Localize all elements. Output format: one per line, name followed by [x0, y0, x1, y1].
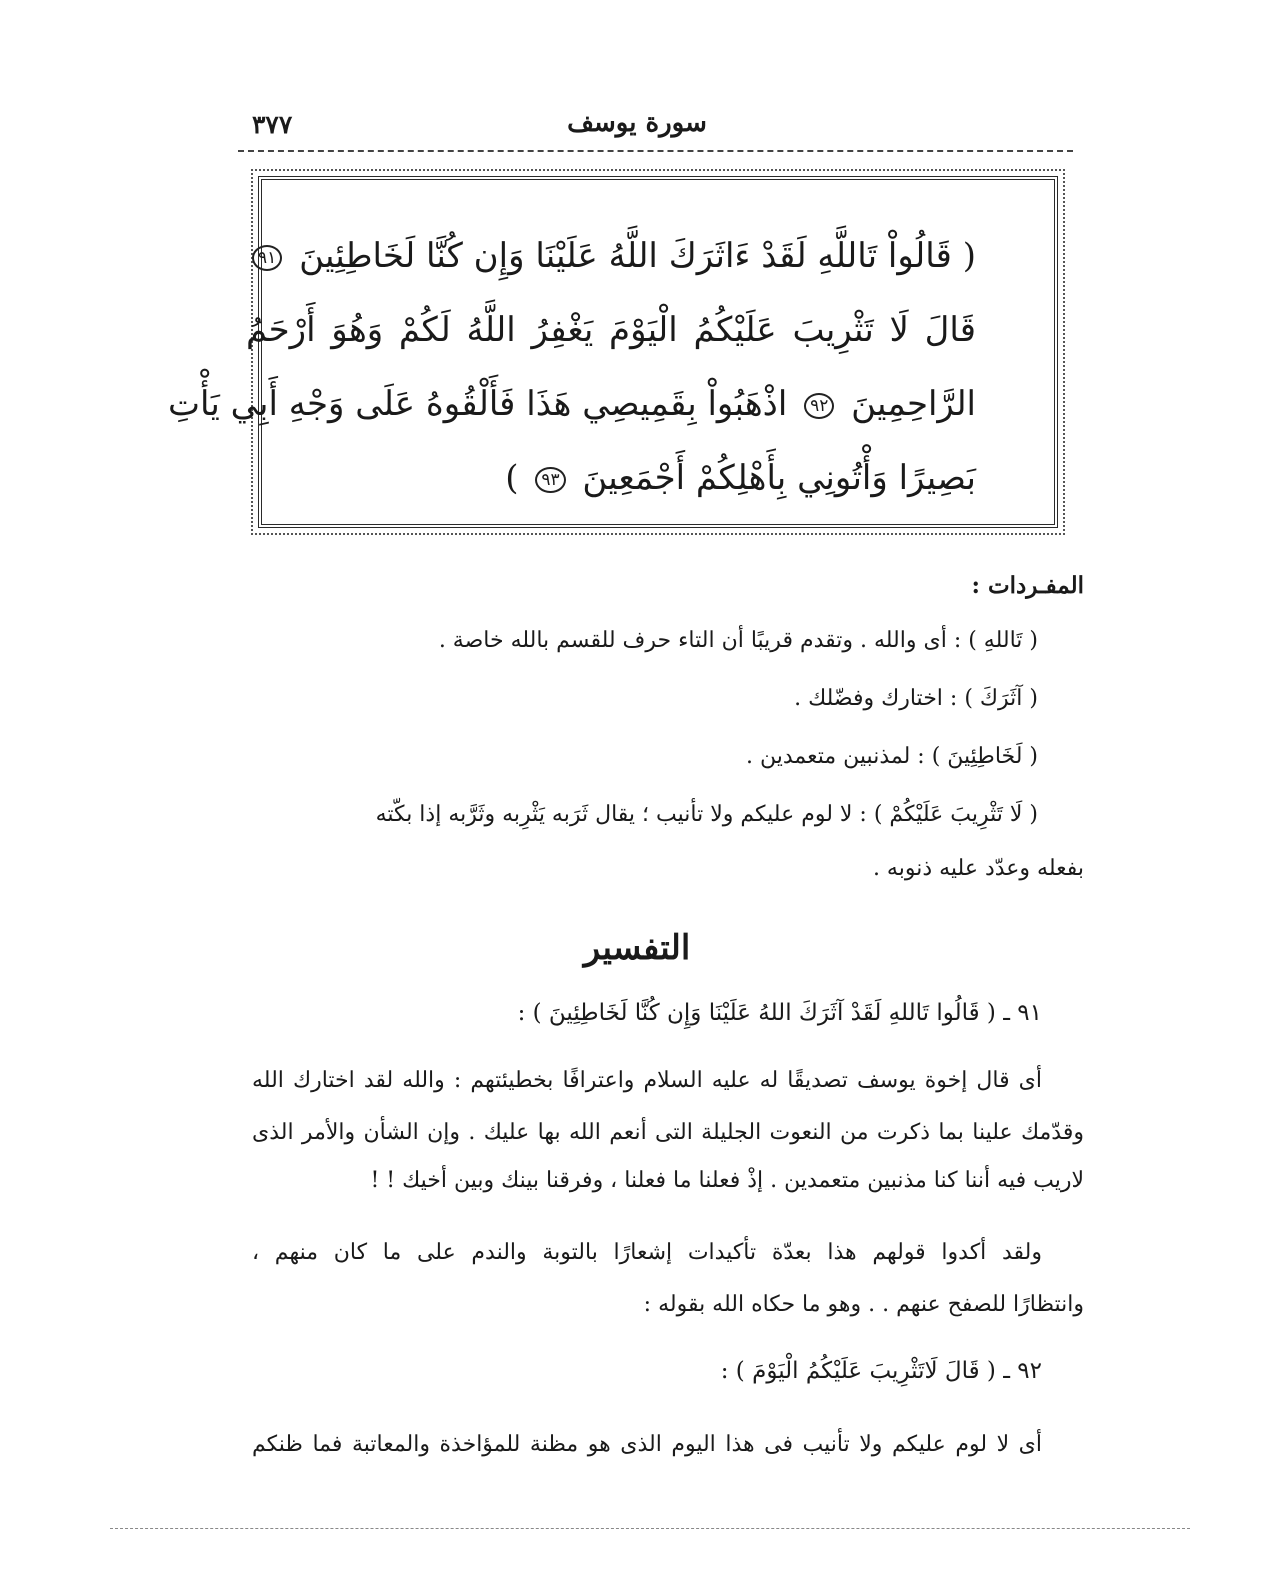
- paragraph-line: أى لا لوم عليكم ولا تأنيب فى هذا اليوم الذى هو مظنة للمؤاخذة والمعاتبة فما ظنكم: [252, 1432, 1042, 1457]
- verse-92-reference: ٩٢ ـ ( قَالَ لَاتَثْرِيبَ عَلَيْكُمُ الْيَوْمَ ) :: [720, 1358, 1042, 1384]
- vocab-entry: [238, 800, 1038, 830]
- verse-line-4: [246, 458, 976, 498]
- verse-line-1: [246, 236, 976, 276]
- verse-91-reference: ٩١ ـ ( قَالُوا تَاللهِ لَقَدْ آثَرَكَ اللهُ عَلَيْنَا وَإِن كُنَّا لَخَاطِئِينَ ) :: [517, 1000, 1042, 1026]
- vocab-meaning: : اختارك وفضّلك .: [794, 686, 958, 711]
- vocab-meaning: : أى والله . وتقدم قريبًا أن التاء حرف للقسم بالله خاصة .: [438, 628, 962, 653]
- vocab-term: ( تَاللهِ ): [968, 628, 1038, 653]
- verse-text: ): [505, 458, 519, 498]
- page-number: ٣٧٧: [252, 110, 293, 139]
- vocabulary-label: المفـردات :: [971, 572, 1084, 599]
- verse-line-3: [168, 384, 976, 424]
- verse-text: ( قَالُواْ تَاللَّهِ لَقَدْ ءَاثَرَكَ اللَّهُ عَلَيْنَا وَإِن كُنَّا لَخَاطِئِينَ: [299, 236, 976, 276]
- vocab-meaning: : لا لوم عليكم ولا تأنيب ؛ يقال ثَرَبه يَثْرِبه وثَرَّبه إذا بكّته: [375, 802, 867, 827]
- vocab-entry: [238, 626, 1038, 656]
- verse-line-2: قَالَ لَا تَثْرِيبَ عَلَيْكُمُ الْيَوْمَ يَغْفِرُ اللَّهُ لَكُمْ وَهُوَ أَرْحَمُ: [246, 310, 976, 350]
- surah-title: سورة يوسف: [567, 108, 707, 138]
- footer-rule: [110, 1528, 1190, 1529]
- paragraph-line: أى قال إخوة يوسف تصديقًا له عليه السلام واعترافًا بخطيئتهم : والله لقد اختارك الله: [252, 1068, 1042, 1093]
- vocab-meaning: : لمذنبين متعمدين .: [746, 744, 925, 769]
- vocab-entry: [238, 684, 1038, 714]
- verse-text: الرَّاحِمِينَ: [851, 384, 976, 424]
- ayah-number-marker: ٩١: [252, 245, 282, 271]
- vocab-entry: [238, 742, 1038, 772]
- vocab-term: ( لَا تَثْرِيبَ عَلَيْكُمْ ): [873, 802, 1038, 827]
- verse-text: بَصِيرًا وَأْتُونِي بِأَهْلِكُمْ أَجْمَعِينَ: [582, 458, 976, 498]
- verse-text: اذْهَبُواْ بِقَمِيصِي هَذَا فَأَلْقُوهُ عَلَى وَجْهِ أَبِي يَأْتِ: [168, 384, 788, 424]
- ayah-number-marker: ٩٢: [804, 393, 834, 419]
- paragraph-line: لاريب فيه أننا كنا مذنبين متعمدين . إذْ فعلنا ما فعلنا ، وفرقنا بينك وبين أخيك ! !: [370, 1168, 1084, 1193]
- header-rule: [238, 150, 1073, 152]
- paragraph-line: وقدّمك علينا بما ذكرت من النعوت الجليلة التى أنعم الله بها عليك . وإن الشأن والأمر الذى: [252, 1120, 1084, 1145]
- ayah-number-marker: ٩٣: [535, 467, 565, 493]
- paragraph-line: وانتظارًا للصفح عنهم . . وهو ما حكاه الله بقوله :: [643, 1292, 1084, 1317]
- vocab-term: ( لَخَاطِئِينَ ): [931, 744, 1038, 769]
- paragraph-line: ولقد أكدوا قولهم هذا بعدّة تأكيدات إشعارًا بالتوبة والندم على ما كان منهم ،: [252, 1240, 1042, 1265]
- vocab-continuation: بفعله وعدّد عليه ذنوبه .: [872, 856, 1084, 881]
- tafsir-heading: التفسير: [583, 928, 691, 968]
- vocab-term: ( آثَرَكَ ): [964, 686, 1038, 711]
